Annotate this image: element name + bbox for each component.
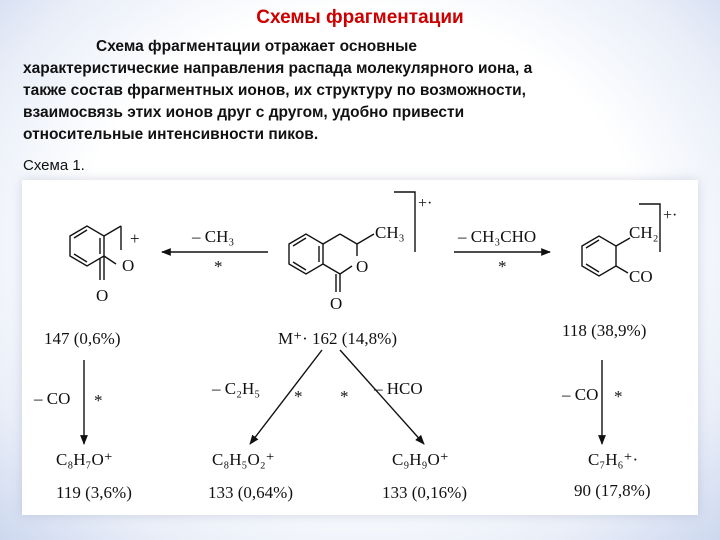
loss-hco-label: – HCO xyxy=(374,379,423,398)
ion-119-label: 119 (3,6%) xyxy=(56,483,132,502)
carbonyl-label: CO xyxy=(629,267,653,286)
metastable-star: * xyxy=(294,387,303,406)
atom-o-carbonyl: O xyxy=(96,286,109,305)
intro-line: также состав фрагментных ионов, их структуру по возможности, xyxy=(23,82,526,99)
ion-118-label: 118 (38,9%) xyxy=(562,321,647,340)
loss-co-label: – CO xyxy=(34,389,71,408)
methylene-label: CH₂ xyxy=(629,223,659,242)
metastable-star: * xyxy=(340,387,349,406)
loss-c2h5-label: – C₂H₅ xyxy=(212,379,261,398)
ion-90-label: 90 (17,8%) xyxy=(574,481,651,500)
radical-cation-label: +· xyxy=(663,207,678,224)
intro-line: взаимосвязь этих ионов друг с другом, удобно привести xyxy=(23,104,465,121)
methyl-label: CH₃ xyxy=(375,223,405,242)
metastable-star: * xyxy=(614,387,623,406)
molecular-ion-label: M⁺· 162 (14,8%) xyxy=(278,329,397,348)
atom-o-ring: O xyxy=(356,257,369,276)
structure-147 xyxy=(70,226,121,280)
intro-line: относительные интенсивности пиков. xyxy=(23,126,319,143)
charge-label: + xyxy=(130,229,140,248)
ion-147-label: 147 (0,6%) xyxy=(44,329,121,348)
intro-paragraph xyxy=(23,36,691,146)
intro-line: характеристические направления распада молекулярного иона, а xyxy=(23,60,533,77)
intro-line: Схема фрагментации отражает основные xyxy=(96,38,418,55)
atom-o-ring: O xyxy=(122,256,135,275)
formula-c8h5o2: C₈H₅O₂⁺ xyxy=(212,450,275,469)
radical-cation-label: +· xyxy=(418,195,433,212)
ion-133-label: 133 (0,16%) xyxy=(382,483,467,502)
loss-ch3cho-label: – CH₃CHO xyxy=(458,227,537,246)
formula-c8h7o: C₈H₇O⁺ xyxy=(56,450,113,469)
ion-133-label: 133 (0,64%) xyxy=(208,483,293,502)
structure-molecular-ion xyxy=(289,192,415,292)
scheme-label: Схема 1. xyxy=(23,157,85,174)
fragmentation-scheme xyxy=(22,180,698,515)
scheme-drawing xyxy=(22,180,698,515)
atom-o-carbonyl: O xyxy=(330,294,343,313)
page-title: Схемы фрагментации xyxy=(256,7,464,28)
formula-c7h6: C₇H₆⁺· xyxy=(588,450,639,469)
formula-c9h9o: C₉H₉O⁺ xyxy=(392,450,449,469)
arrow-loss-c2h5 xyxy=(250,350,322,444)
loss-co-label: – CO xyxy=(562,385,599,404)
metastable-star: * xyxy=(214,257,223,276)
metastable-star: * xyxy=(94,391,103,410)
metastable-star: * xyxy=(498,257,507,276)
loss-ch3-label: – CH₃ xyxy=(192,227,235,246)
